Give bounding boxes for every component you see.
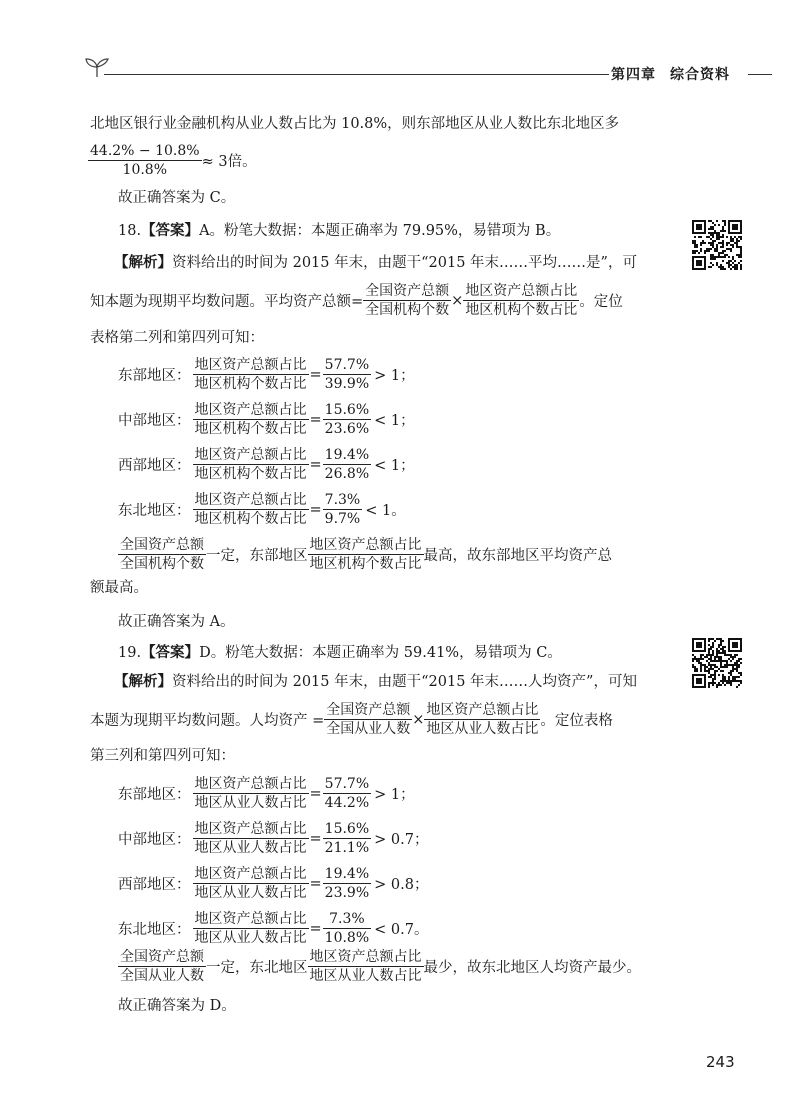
chapter-header [611,64,744,84]
region-ratio-row: 中部地区： $\frac{\text{地区资产总额占比}}{\text{地区机构个数占比}}$ = $\frac{15.6\%}{23.6\%}$ < 1； [118,402,415,437]
qr-code-icon[interactable] [692,638,742,688]
region-ratio-row: 东北地区： $\frac{\text{地区资产总额占比}}{\text{地区从业人数占比}}$ = $\frac{7.3\%}{10.8\%}$ < 0.7。 [118,911,429,946]
q18-analysis-line1: 【解析】资料给出的时间为 2015 年末，由题干“2015 年末……平均……是”，可 [114,254,637,271]
q18-answer-line: 18.【答案】A。粉笔大数据：本题正确率为 79.95%，易错项为 B。 [118,222,561,239]
header-rule-end [748,74,772,75]
q18-final-answer: 故正确答案为 A。 [118,614,235,630]
q19-conclusion: $\frac{\text{全国资产总额}}{\text{全国从业人数}}$ 一定，东北地区 $\frac{\text{地区资产总额占比}}{\text{地区从业人数占比}}$ 最少，故东北地区人均资产最少。 [120,949,641,984]
page-number: 243 [706,1053,735,1071]
region-ratio-row: 西部地区： $\frac{\text{地区资产总额占比}}{\text{地区机构个数占比}}$ = $\frac{19.4\%}{26.8\%}$ < 1； [118,447,415,482]
continuation-formula: $\frac{44.2\% - 10.8\%}{10.8\%}$ ≈ 3倍。 [90,143,257,178]
region-ratio-row: 东部地区： $\frac{\text{地区资产总额占比}}{\text{地区机构个数占比}}$ = $\frac{57.7\%}{39.9\%}$ > 1； [118,357,415,392]
region-ratio-row: 中部地区： $\frac{\text{地区资产总额占比}}{\text{地区从业人数占比}}$ = $\frac{15.6\%}{21.1\%}$ > 0.7； [118,821,429,856]
q19-analysis-line1: 【解析】资料给出的时间为 2015 年末，由题干“2015 年末……人均资产”，可知 [114,673,637,690]
chapter-label: 第四章 [611,67,656,83]
answer-line-c: 故正确答案为 C。 [118,190,236,206]
qr-code-icon[interactable] [692,220,742,270]
region-ratio-row: 东北地区： $\frac{\text{地区资产总额占比}}{\text{地区机构个数占比}}$ = $\frac{7.3\%}{9.7\%}$ < 1。 [118,492,406,527]
region-ratio-row: 东部地区： $\frac{\text{地区资产总额占比}}{\text{地区从业人数占比}}$ = $\frac{57.7\%}{44.2\%}$ > 1； [118,776,415,811]
q18-conclusion-line2: 额最高。 [90,580,148,596]
region-ratio-row: 西部地区： $\frac{\text{地区资产总额占比}}{\text{地区从业人数占比}}$ = $\frac{19.4\%}{23.9\%}$ > 0.8； [118,866,429,901]
q18-formula-line: 知本题为现期平均数问题。平均资产总额= $\frac{\text{全国资产总额}}{\text{全国机构个数}}$ × $\frac{\text{地区资产总额占比}}{\text{地区机构个数占比}}$ 。定位 [90,283,623,318]
q19-final-answer: 故正确答案为 D。 [118,998,236,1014]
q18-analysis-line3: 表格第二列和第四列可知： [90,330,264,346]
ratio-fraction: $\frac{44.2\% - 10.8\%}{10.8\%}$ [90,143,200,178]
q19-answer-line: 19.【答案】D。粉笔大数据：本题正确率为 59.41%，易错项为 C。 [118,644,562,661]
q19-analysis-line3: 第三列和第四列可知： [90,748,235,764]
header-rule [104,74,609,75]
q19-formula-line: 本题为现期平均数问题。人均资产 = $\frac{\text{全国资产总额}}{\text{全国从业人数}}$ × $\frac{\text{地区资产总额占比}}{\text{地区从业人数占比}}$ 。定位表格 [90,702,613,737]
continuation-line: 北地区银行业金融机构从业人数占比为 10.8%，则东部地区从业人数比东北地区多 [90,116,620,132]
chapter-title: 综合资料 [670,67,730,83]
q18-conclusion: $\frac{\text{全国资产总额}}{\text{全国机构个数}}$ 一定，东部地区 $\frac{\text{地区资产总额占比}}{\text{地区机构个数占比}}$ 最高，故东部地区平均资产总 [120,537,612,572]
